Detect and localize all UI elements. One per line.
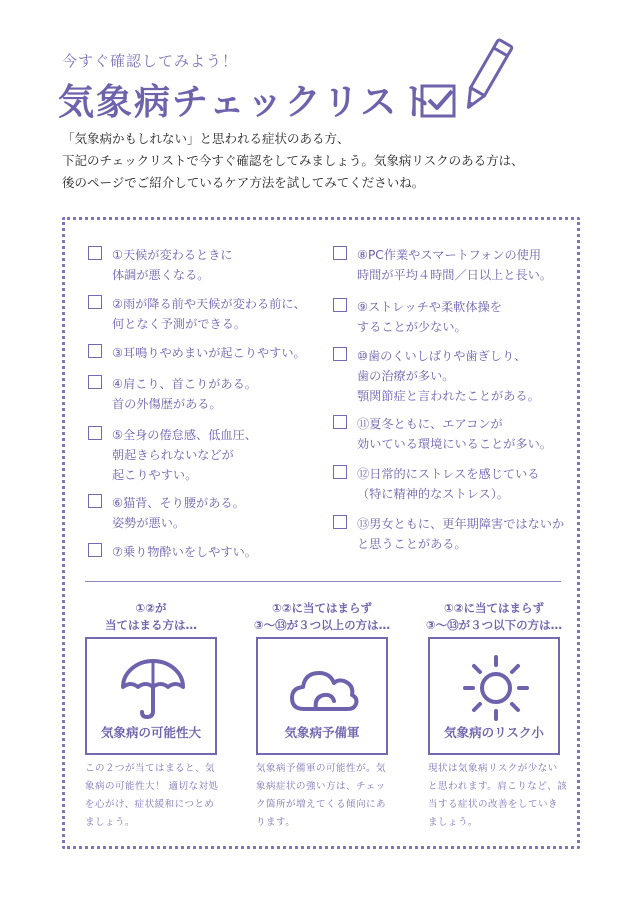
cloud-icon [288,663,360,717]
checklist-item[interactable] [88,374,257,414]
checklist-item-label: ①天候が変わるときに 体調が悪くなる。 [112,248,233,282]
checklist-item-label: ⑬男女ともに、更年期障害ではないか と思うことがある。 [357,517,565,551]
result-description: 気象病予備軍の可能性が。気 象病症状の強い方は、チェッ ク箇所が増えてくる傾向にあ ります。 [256,763,387,828]
checkbox[interactable] [333,415,347,429]
result-label: 気象病のリスク小 [444,725,544,740]
checklist-item[interactable] [88,294,306,334]
checkbox[interactable] [88,295,102,309]
checkbox[interactable] [333,246,347,260]
checklist-item[interactable] [88,245,233,285]
checklist-item-label: ⑦乗り物酔いをしやすい。 [112,545,257,559]
checklist-item-label: ⑪夏冬ともに、エアコンが 効いている環境にいることが多い。 [357,417,552,451]
result-heading: ①②が 当てはまる方は… [105,601,197,632]
result-card-low [428,637,560,755]
result-heading: ①②に当てはまらず ③〜⑬が３つ以下の方は… [425,601,563,632]
umbrella-icon [118,657,188,721]
result-heading: ①②に当てはまらず ③〜⑬が３つ以上の方は… [253,601,391,632]
result-description: この２つが当てはまると、気 象病の可能性大！ 適切な対処 を心がけ、症状緩和につとめ ましょう。 [85,763,219,828]
result-card-medium [256,637,388,755]
checklist-item-label: ③耳鳴りやめまいが起こりやすい。 [112,346,306,360]
checkbox-check-icon [420,80,460,120]
checklist-item[interactable] [333,464,539,504]
checklist-item[interactable] [333,414,552,454]
checklist-item[interactable] [333,297,502,337]
intro-line: 下記のチェックリストで今すぐ確認をしてみましょう。気象病リスクのある方は、 [62,153,524,168]
intro-text [62,128,592,194]
intro-line: 「気象病かもしれない」と思われる症状のある方、 [62,131,350,146]
result-label: 気象病予備軍 [284,725,360,740]
result-label: 気象病の可能性大 [100,725,201,740]
checkbox[interactable] [88,246,102,260]
checkbox[interactable] [333,515,347,529]
checkbox[interactable] [333,465,347,479]
checklist-item-label: ⑧PC作業やスマートフォンの使用 時間が平均４時間／日以上と長い。 [357,248,552,282]
section-divider [85,581,561,582]
checkbox[interactable] [88,543,102,557]
checkbox[interactable] [333,298,347,312]
checklist-item-label: ⑤全身の倦怠感、低血圧、 朝起きられないなどが 起こりやすい。 [112,428,257,482]
checklist-item[interactable] [333,245,552,285]
page-title: 気象病チェックリスト [58,81,437,123]
sun-icon [461,653,531,723]
checklist-item[interactable] [88,542,257,562]
intro-line: 後のページでご紹介しているケア方法を試してみてくださいね。 [62,175,425,190]
checklist-item-label: ④肩こり、首こりがある。 首の外傷歴がある。 [112,377,257,411]
pencil-icon [456,36,516,118]
checklist-item-label: ⑩歯のくいしばりや歯ぎしり、 歯の治療が多い。 顎関節症と言われたことがある。 [357,349,540,403]
checkbox[interactable] [88,375,102,389]
checklist-item-label: ⑫日常的にストレスを感じている （特に精神的なストレス）。 [357,467,540,501]
checklist-item[interactable] [88,493,245,533]
result-description: 現状は気象病リスクが少ない と思われます。肩こりなど、該 当する症状の改善をしていき ましょう。 [428,763,568,828]
checklist-item-label: ⑨ストレッチや柔軟体操を することが少ない。 [357,300,502,334]
checkbox[interactable] [88,344,102,358]
checkbox[interactable] [88,426,102,440]
checklist-item-label: ②雨が降る前や天候が変わる前に、 何となく予測ができる。 [112,297,306,331]
checklist-item[interactable] [333,514,564,554]
checklist-item[interactable] [88,343,306,363]
checkbox[interactable] [88,494,102,508]
checklist-item-label: ⑥猫背、そり腰がある。 姿勢が悪い。 [112,496,245,530]
checklist-item[interactable] [333,346,540,406]
page-subtitle: 今すぐ確認してみよう！ [62,52,239,70]
checklist-item[interactable] [88,425,257,485]
checkbox[interactable] [333,347,347,361]
result-card-high [85,637,217,755]
